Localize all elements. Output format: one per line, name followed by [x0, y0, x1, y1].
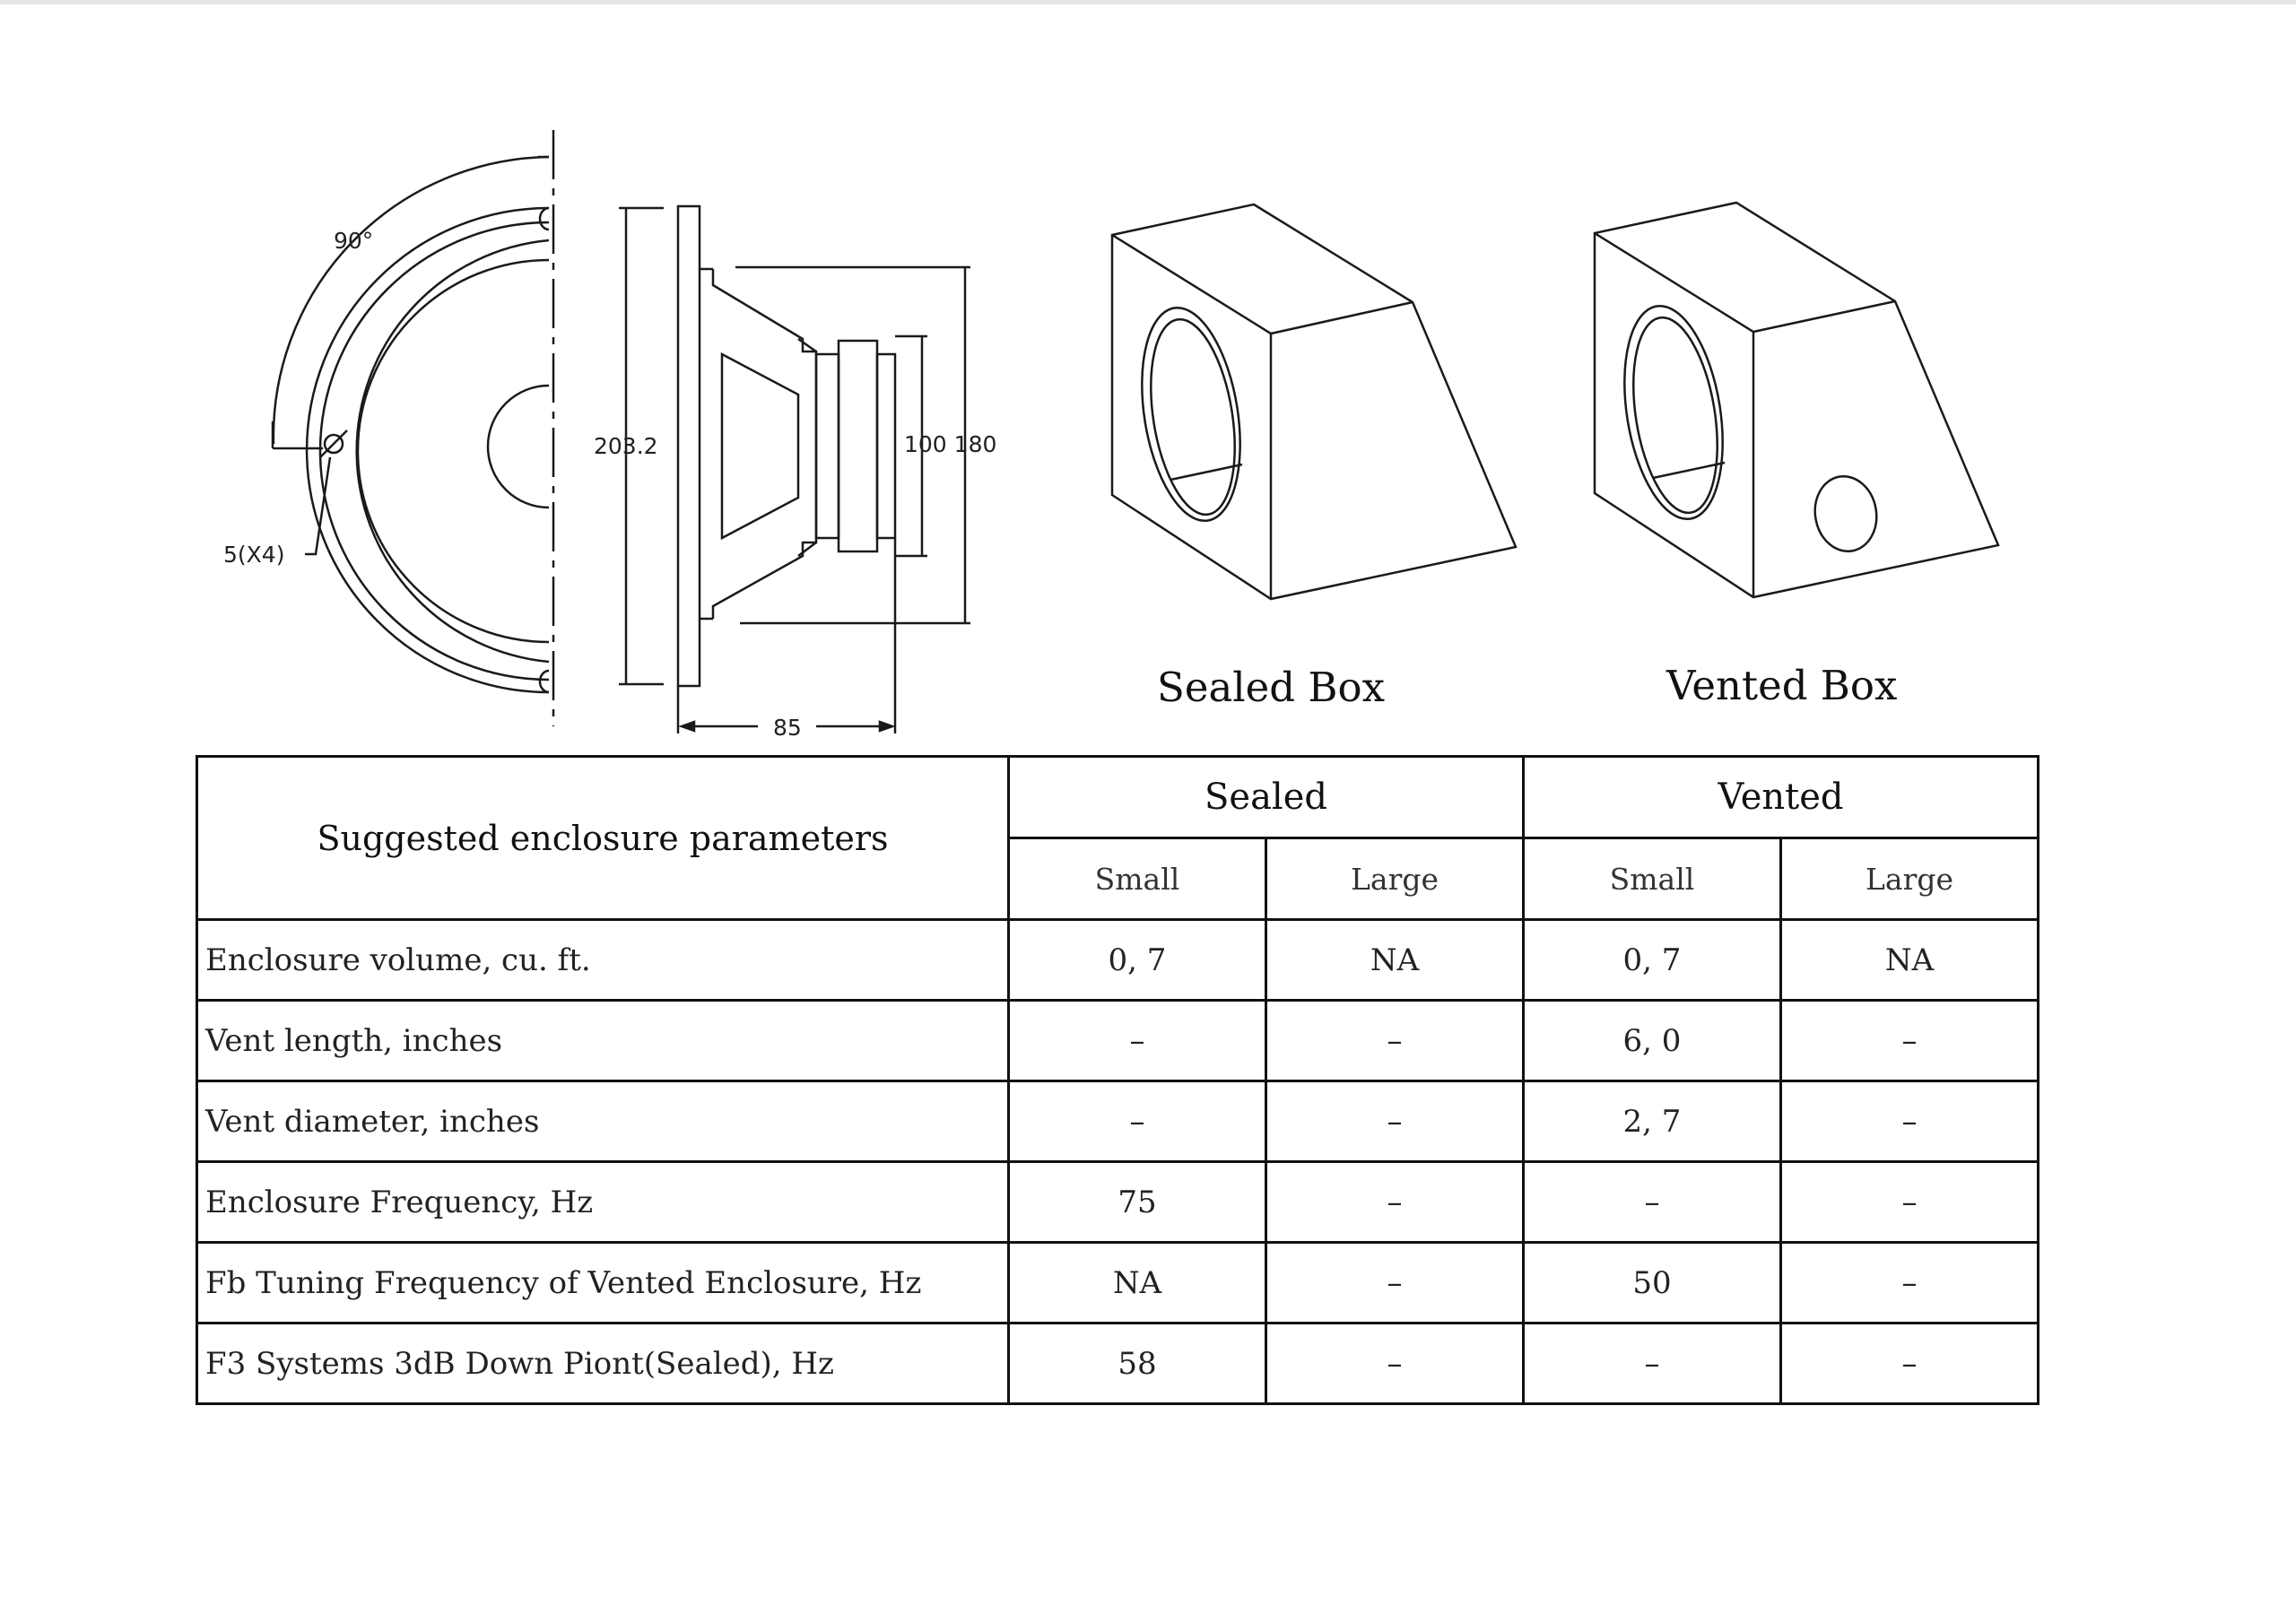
table-cell: –	[1266, 1001, 1524, 1081]
angle-label: 90°	[334, 228, 374, 254]
table-cell: –	[1524, 1162, 1781, 1243]
table-cell: –	[1781, 1243, 2039, 1324]
depth-label: 85	[773, 715, 802, 741]
vented-box-caption: Vented Box	[1666, 662, 1898, 709]
table-cell: 0, 7	[1524, 920, 1781, 1001]
table-cell: 58	[1009, 1324, 1266, 1404]
holes-label: 5(X4)	[223, 542, 285, 568]
diameter-label: 203.2	[594, 433, 658, 459]
table-cell: –	[1266, 1081, 1524, 1162]
table-cell: 50	[1524, 1243, 1781, 1324]
speaker-front-view	[273, 130, 553, 726]
table-cell: 6, 0	[1524, 1001, 1781, 1081]
table-cell: –	[1781, 1162, 2039, 1243]
speaker-technical-drawing	[0, 0, 2296, 753]
row-label: Vent length, inches	[197, 1001, 1009, 1081]
table-cell: 0, 7	[1009, 920, 1266, 1001]
magnet-labels: 100 180	[904, 431, 997, 457]
table-title: Suggested enclosure parameters	[197, 757, 1009, 920]
sealed-box-caption: Sealed Box	[1157, 664, 1385, 711]
row-label: Vent diameter, inches	[197, 1081, 1009, 1162]
table-cell: –	[1781, 1081, 2039, 1162]
speaker-side-view	[619, 206, 970, 733]
group-header-vented: Vented	[1524, 757, 2039, 838]
table-row	[197, 1081, 2039, 1162]
subheader-sealed-large: Large	[1266, 838, 1524, 920]
table-cell: –	[1009, 1001, 1266, 1081]
table-cell: –	[1009, 1081, 1266, 1162]
row-label: Fb Tuning Frequency of Vented Enclosure, Hz	[197, 1243, 1009, 1324]
table-cell: –	[1266, 1162, 1524, 1243]
enclosure-parameters-table	[196, 755, 2039, 1405]
table-row	[197, 1324, 2039, 1404]
table-cell: –	[1781, 1324, 2039, 1404]
table-cell: –	[1524, 1324, 1781, 1404]
table-row	[197, 920, 2039, 1001]
row-label: Enclosure Frequency, Hz	[197, 1162, 1009, 1243]
table-cell: –	[1781, 1001, 2039, 1081]
subheader-sealed-small: Small	[1009, 838, 1266, 920]
table-row	[197, 1162, 2039, 1243]
subheader-vented-small: Small	[1524, 838, 1781, 920]
table-cell: –	[1266, 1243, 1524, 1324]
group-header-sealed: Sealed	[1009, 757, 1524, 838]
row-label: Enclosure volume, cu. ft.	[197, 920, 1009, 1001]
table-cell: 2, 7	[1524, 1081, 1781, 1162]
table-cell: NA	[1781, 920, 2039, 1001]
table-row	[197, 1243, 2039, 1324]
subheader-vented-large: Large	[1781, 838, 2039, 920]
table-header-row	[197, 757, 2039, 838]
table-row	[197, 1001, 2039, 1081]
sealed-box-drawing	[1112, 204, 1516, 599]
row-label: F3 Systems 3dB Down Piont(Sealed), Hz	[197, 1324, 1009, 1404]
table-cell: 75	[1009, 1162, 1266, 1243]
vented-box-drawing	[1595, 203, 1998, 597]
table-cell: NA	[1266, 920, 1524, 1001]
table-cell: NA	[1009, 1243, 1266, 1324]
table-cell: –	[1266, 1324, 1524, 1404]
